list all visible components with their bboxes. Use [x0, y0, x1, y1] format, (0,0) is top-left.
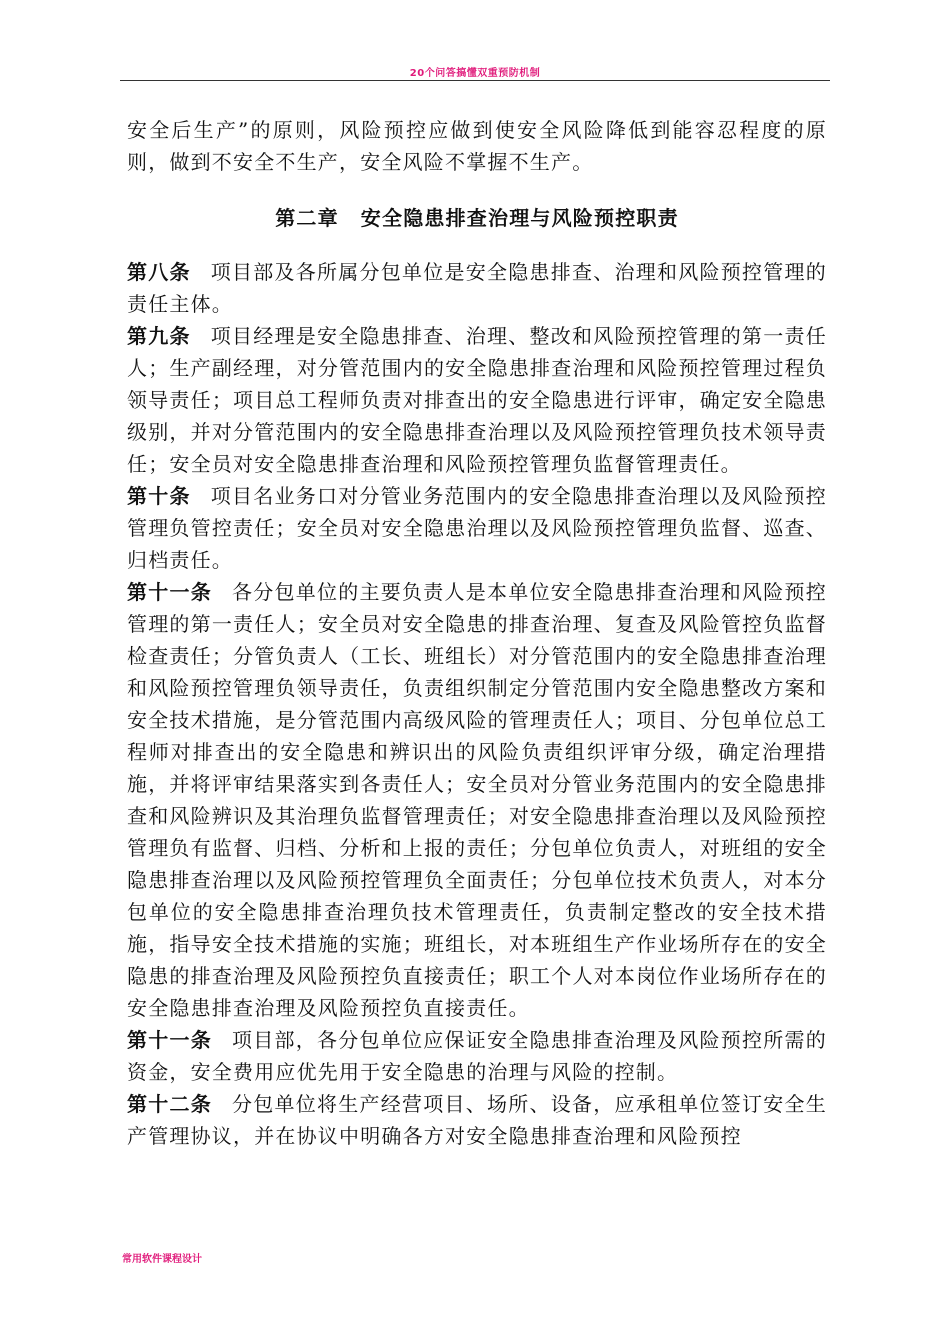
page-header: 20个问答搞懂双重预防机制 [409, 68, 541, 79]
article-text: 项目部及各所属分包单位是安全隐患排查、治理和风险预控管理的责任主体。 [127, 260, 827, 316]
article-paragraph [127, 1088, 827, 1152]
article-paragraph [127, 320, 827, 480]
chapter-number: 第二章 [275, 206, 339, 230]
article-label: 第十一条 [127, 580, 213, 604]
article-paragraph [127, 480, 827, 576]
article-text: 项目部，各分包单位应保证安全隐患排查治理及风险预控所需的资金，安全费用应优先用于安全隐患的治理与风险的控制。 [127, 1028, 827, 1084]
article-label: 第十一条 [127, 1028, 213, 1052]
article-label: 第九条 [127, 324, 191, 348]
header-divider [120, 80, 830, 81]
article-text: 各分包单位的主要负责人是本单位安全隐患排查治理和风险预控管理的第一责任人；安全员对安全隐患的排查治理、复查及风险管控负监督检查责任；分管负责人（工长、班组长）对分管范围内的安全隐患排查治理和风险预控管理负领导责任，负责组织制定分管范围内安全隐患整改方案和安全技术措施，是分管范围内高级风险的管理责任人；项目、分包单位总工程师对排查出的安全隐患和辨识出的风险负责组织评审分级，确定治理措施，并将评审结果落实到各责任人；安全员对分管业务范围内的安全隐患排查和风险辨识及其治理负监督管理责任；对安全隐患排查治理以及风险预控管理负有监督、归档、分析和上报的责任；分包单位负责人，对班组的安全隐患排查治理以及风险预控管理负全面责任；分包单位技术负责人，对本分包单位的安全隐患排查治理负技术管理责任，负责制定整改的安全技术措施，指导安全技术措施的实施；班组长，对本班组生产作业场所存在的安全隐患的排查治理及风险预控负直接责任；职工个人对本岗位作业场所存在的安全隐患排查治理及风险预控负直接责任。 [127, 580, 827, 1020]
page-footer: 常用软件课程设计 [122, 1254, 202, 1265]
chapter-heading [127, 202, 827, 234]
article-label: 第十条 [127, 484, 191, 508]
document-body [127, 114, 827, 1152]
article-label: 第八条 [127, 260, 191, 284]
article-paragraph [127, 576, 827, 1024]
article-paragraph [127, 256, 827, 320]
article-text: 分包单位将生产经营项目、场所、设备，应承租单位签订安全生产管理协议，并在协议中明确各方对安全隐患排查治理和风险预控 [127, 1092, 827, 1148]
chapter-title: 安全隐患排查治理与风险预控职责 [360, 206, 679, 230]
article-text: 项目名业务口对分管业务范围内的安全隐患排查治理以及风险预控管理负管控责任；安全员对安全隐患治理以及风险预控管理负监督、巡查、归档责任。 [127, 484, 827, 572]
article-label: 第十二条 [127, 1092, 213, 1116]
intro-paragraph: 安全后生产”的原则，风险预控应做到使安全风险降低到能容忍程度的原则，做到不安全不生产，安全风险不掌握不生产。 [127, 118, 827, 174]
article-paragraph [127, 1024, 827, 1088]
article-text: 项目经理是安全隐患排查、治理、整改和风险预控管理的第一责任人；生产副经理，对分管范围内的安全隐患排查治理和风险预控管理过程负领导责任；项目总工程师负责对排查出的安全隐患进行评审，确定安全隐患级别，并对分管范围内的安全隐患排查治理以及风险预控管理负技术领导责任；安全员对安全隐患排查治理和风险预控管理负监督管理责任。 [127, 324, 827, 476]
